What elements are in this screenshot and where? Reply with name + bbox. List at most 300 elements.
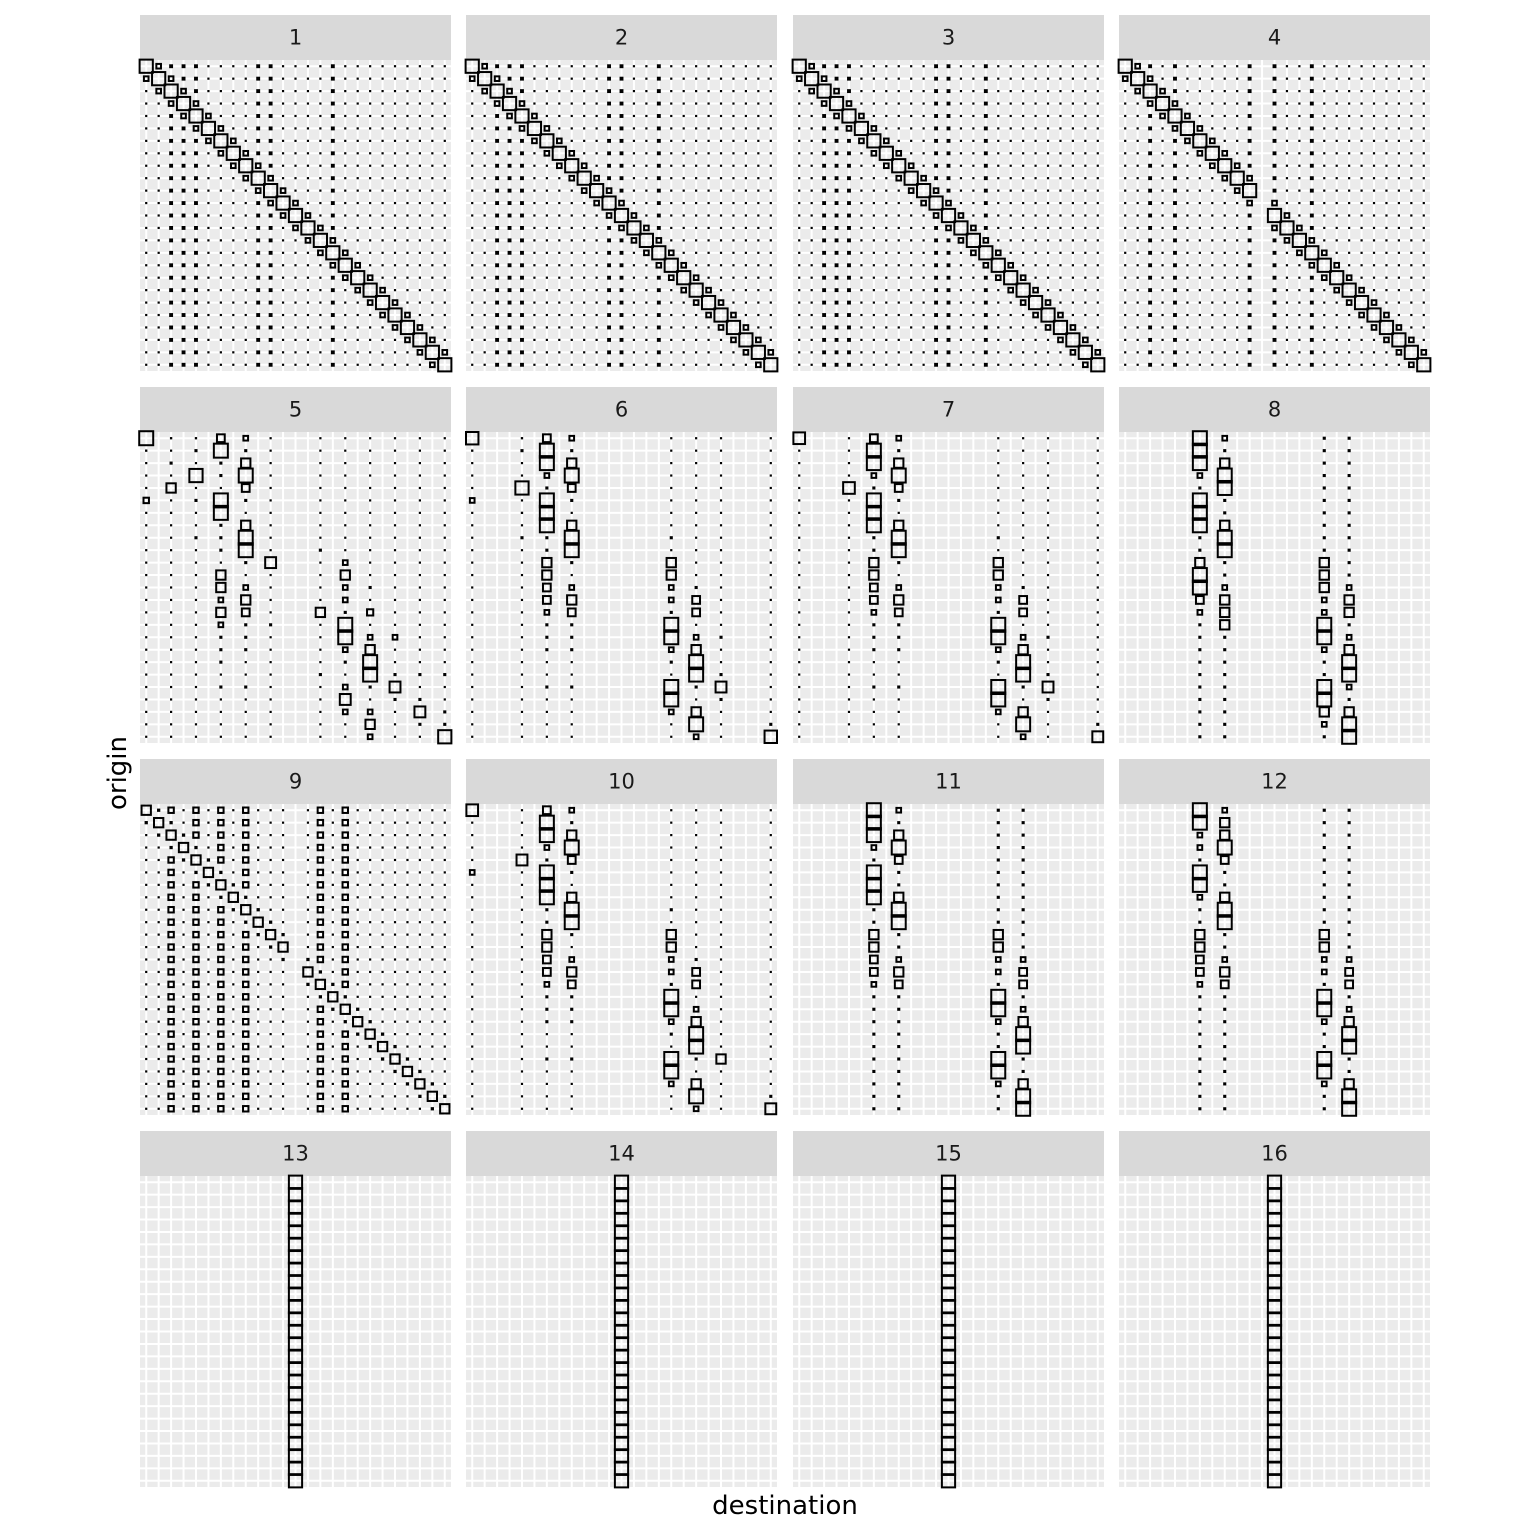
flow-mark [220, 190, 222, 192]
flow-mark [1423, 190, 1425, 192]
flow-mark [934, 77, 938, 81]
flow-mark [897, 1070, 900, 1073]
flow-mark [471, 227, 473, 229]
flow-mark [1223, 1020, 1226, 1023]
flow-mark [207, 314, 209, 316]
flow-mark [145, 946, 147, 948]
flow-mark [860, 177, 862, 179]
flow-mark [419, 252, 421, 254]
flow-mark [1398, 289, 1400, 291]
flow-mark [835, 189, 839, 193]
flow-mark [923, 227, 925, 229]
flow-mark [521, 611, 523, 613]
flow-mark [1022, 883, 1025, 886]
flow-mark [707, 102, 709, 104]
facet-strip-label: 10 [608, 769, 635, 794]
flow-mark [394, 474, 396, 476]
flow-mark [331, 114, 335, 118]
flow-mark [1373, 140, 1375, 142]
flow-mark [695, 487, 697, 489]
flow-mark [1410, 227, 1412, 229]
flow-mark [769, 723, 772, 726]
flow-mark [282, 822, 284, 824]
flow-mark [546, 711, 548, 713]
flow-mark [695, 834, 697, 836]
flow-mark [545, 995, 548, 998]
flow-mark [344, 301, 346, 303]
flow-mark [1010, 227, 1012, 229]
flow-mark [670, 524, 672, 526]
flow-mark [1410, 326, 1412, 328]
flow-mark [484, 289, 486, 291]
flow-mark [822, 114, 826, 118]
flow-mark [720, 140, 722, 142]
flow-mark [1097, 252, 1099, 254]
flow-mark [307, 946, 309, 948]
flow-mark [732, 264, 734, 266]
flow-mark [1072, 239, 1074, 241]
flow-mark [1223, 710, 1226, 713]
flow-mark [1199, 351, 1201, 353]
flow-mark [145, 562, 147, 564]
flow-mark [720, 190, 722, 192]
flow-mark [1211, 127, 1213, 129]
flow-mark [798, 115, 800, 117]
flow-mark [1211, 252, 1213, 254]
flow-mark [1360, 326, 1362, 328]
flow-mark [533, 214, 535, 216]
flow-mark [745, 140, 747, 142]
flow-mark [1198, 710, 1201, 713]
flow-mark [207, 214, 209, 216]
flow-mark [707, 227, 709, 229]
flow-mark [947, 238, 951, 242]
flow-mark [520, 350, 524, 354]
flow-mark [1360, 165, 1362, 167]
flow-mark [319, 177, 321, 179]
flow-mark [898, 127, 900, 129]
flow-mark [1097, 599, 1099, 601]
flow-mark [860, 190, 862, 192]
flow-mark [960, 351, 962, 353]
flow-mark [1124, 202, 1126, 204]
flow-mark [1410, 140, 1412, 142]
flow-mark [394, 736, 396, 738]
flow-mark [1124, 190, 1126, 192]
flow-mark [443, 673, 446, 676]
flow-mark [471, 673, 473, 675]
flow-mark [1084, 165, 1086, 167]
flow-mark [770, 202, 772, 204]
flow-mark [898, 190, 900, 192]
flow-mark [194, 64, 198, 68]
flow-mark [645, 289, 647, 291]
flow-mark [695, 996, 697, 998]
flow-mark [1173, 301, 1177, 305]
flow-mark [1385, 115, 1387, 117]
flow-mark [1047, 239, 1049, 241]
flow-mark [344, 90, 346, 92]
flow-mark [381, 1070, 383, 1072]
flow-mark [670, 983, 673, 986]
flow-mark [670, 140, 672, 142]
flow-mark [757, 289, 759, 291]
flow-mark [332, 1083, 334, 1085]
flow-mark [145, 574, 147, 576]
flow-mark [1010, 177, 1012, 179]
flow-mark [1173, 226, 1177, 230]
flow-mark [307, 102, 309, 104]
flow-mark [369, 1108, 371, 1110]
flow-mark [1323, 140, 1325, 142]
flow-mark [1097, 78, 1099, 80]
flow-mark [960, 177, 962, 179]
flow-mark [770, 115, 772, 117]
flow-mark [282, 301, 284, 303]
flow-mark [898, 115, 900, 117]
flow-mark [344, 339, 346, 341]
flow-mark [683, 252, 685, 254]
flow-mark [873, 661, 875, 663]
flow-mark [194, 89, 198, 93]
flow-mark [1236, 339, 1238, 341]
flow-mark [419, 277, 421, 279]
flow-mark [1223, 1070, 1226, 1073]
flow-mark [195, 636, 197, 638]
flow-mark [471, 252, 473, 254]
flow-mark [158, 846, 160, 848]
flow-mark [406, 239, 408, 241]
flow-mark [1348, 78, 1350, 80]
flow-mark [633, 115, 635, 117]
flow-mark [182, 833, 185, 836]
flow-mark [997, 339, 999, 341]
flow-mark [707, 177, 709, 179]
flow-mark [1059, 115, 1061, 117]
flow-mark [419, 809, 421, 811]
flow-mark [369, 958, 371, 960]
flow-mark [770, 1083, 772, 1085]
flow-mark [194, 536, 197, 539]
flow-mark [219, 661, 222, 664]
flow-mark [471, 364, 473, 366]
flow-mark [195, 487, 197, 489]
flow-mark [1348, 364, 1350, 366]
flow-mark [1198, 1057, 1201, 1060]
flow-mark [898, 723, 900, 725]
flow-mark [546, 177, 548, 179]
flow-mark [571, 326, 573, 328]
flow-mark [1286, 326, 1288, 328]
flow-mark [282, 896, 284, 898]
flow-mark [695, 239, 697, 241]
flow-mark [1373, 115, 1375, 117]
flow-mark [1348, 908, 1351, 911]
flow-mark [798, 239, 800, 241]
flow-mark [521, 437, 523, 439]
flow-mark [1137, 239, 1139, 241]
flow-mark [558, 102, 560, 104]
flow-mark [521, 896, 523, 898]
flow-mark [294, 289, 296, 291]
flow-mark [269, 350, 273, 354]
flow-mark [1323, 673, 1326, 676]
flow-mark [984, 189, 988, 193]
flow-mark [406, 227, 408, 229]
flow-mark [394, 586, 396, 588]
flow-mark [406, 846, 408, 848]
flow-mark [232, 339, 234, 341]
flow-mark [546, 301, 548, 303]
flow-mark [419, 289, 421, 291]
flow-mark [471, 239, 473, 241]
flow-mark [811, 115, 813, 117]
flow-mark [170, 649, 172, 651]
flow-mark [670, 127, 672, 129]
flow-mark [835, 313, 839, 317]
flow-mark [406, 934, 408, 936]
flow-mark [207, 896, 209, 898]
flow-mark [307, 934, 309, 936]
flow-mark [1097, 190, 1099, 192]
flow-mark [182, 1095, 184, 1097]
flow-mark [533, 65, 535, 67]
flow-mark [670, 859, 672, 861]
flow-mark [798, 624, 800, 626]
flow-mark [220, 301, 222, 303]
flow-mark [848, 437, 850, 439]
flow-mark [419, 152, 421, 154]
flow-mark [232, 1008, 234, 1010]
flow-mark [1348, 351, 1350, 353]
flow-mark [1186, 264, 1188, 266]
flow-mark [169, 226, 173, 230]
flow-mark [571, 214, 573, 216]
flow-mark [1248, 263, 1252, 267]
flow-mark [770, 698, 772, 700]
flow-mark [872, 685, 875, 688]
flow-mark [369, 921, 371, 923]
flow-mark [419, 1021, 421, 1023]
flow-mark [182, 809, 184, 811]
flow-mark [1097, 711, 1099, 713]
flow-mark [520, 64, 524, 68]
flow-mark [910, 264, 912, 266]
flow-mark [419, 177, 421, 179]
flow-mark [835, 263, 839, 267]
flow-mark [997, 214, 999, 216]
flow-mark [1211, 239, 1213, 241]
flow-mark [972, 202, 974, 204]
flow-mark [307, 202, 309, 204]
flow-mark [182, 226, 186, 230]
flow-mark [406, 1008, 408, 1010]
flow-mark [1124, 90, 1126, 92]
flow-mark [294, 326, 296, 328]
flow-mark [257, 1021, 259, 1023]
flow-mark [294, 351, 296, 353]
flow-mark [344, 165, 346, 167]
flow-mark [220, 239, 222, 241]
flow-mark [1097, 686, 1099, 688]
flow-mark [357, 909, 359, 911]
flow-mark [369, 934, 371, 936]
flow-mark [344, 289, 346, 291]
flow-mark [394, 102, 396, 104]
flow-mark [1223, 636, 1226, 639]
flow-mark [1137, 289, 1139, 291]
flow-mark [533, 364, 535, 366]
flow-mark [745, 239, 747, 241]
flow-mark [695, 474, 697, 476]
flow-mark [419, 624, 421, 626]
flow-mark [319, 277, 321, 279]
flow-mark [620, 276, 624, 280]
flow-mark [169, 164, 173, 168]
flow-mark [1398, 102, 1400, 104]
flow-mark [145, 624, 147, 626]
flow-mark [848, 698, 850, 700]
flow-mark [1398, 227, 1400, 229]
flow-mark [145, 115, 147, 117]
flow-mark [1348, 921, 1351, 924]
flow-mark [1161, 78, 1163, 80]
flow-mark [683, 239, 685, 241]
flow-mark [620, 301, 624, 305]
flow-mark [270, 611, 272, 613]
flow-mark [431, 289, 433, 291]
flow-mark [885, 90, 887, 92]
flow-mark [1047, 450, 1049, 452]
flow-mark [695, 364, 697, 366]
flow-mark [873, 190, 875, 192]
flow-mark [934, 288, 938, 292]
flow-mark [1022, 339, 1024, 341]
flow-mark [232, 834, 234, 836]
facet-panel-11 [793, 759, 1104, 1116]
flow-mark [344, 78, 346, 80]
flow-mark [1336, 127, 1338, 129]
flow-mark [406, 1082, 409, 1085]
flow-mark [207, 165, 209, 167]
flow-mark [720, 165, 722, 167]
flow-mark [835, 301, 839, 305]
flow-mark [319, 995, 322, 998]
flow-mark [571, 65, 573, 67]
flow-mark [997, 871, 1000, 874]
flow-mark [207, 289, 209, 291]
flow-mark [381, 1108, 383, 1110]
flow-mark [645, 65, 647, 67]
flow-mark [1084, 90, 1086, 92]
flow-mark [960, 326, 962, 328]
flow-mark [394, 339, 396, 341]
flow-mark [972, 339, 974, 341]
flow-mark [770, 239, 772, 241]
flow-mark [369, 165, 371, 167]
flow-mark [145, 934, 147, 936]
flow-mark [1198, 673, 1201, 676]
flow-mark [885, 277, 887, 279]
flow-mark [344, 549, 346, 551]
flow-mark [232, 301, 234, 303]
flow-mark [1236, 264, 1238, 266]
flow-mark [997, 326, 999, 328]
flow-mark [145, 1095, 147, 1097]
flow-mark [898, 289, 900, 291]
flow-mark [232, 983, 234, 985]
flow-mark [645, 314, 647, 316]
flow-mark [1224, 339, 1226, 341]
flow-mark [847, 301, 851, 305]
flow-mark [1236, 65, 1238, 67]
flow-mark [1248, 301, 1252, 305]
flow-mark [1236, 301, 1238, 303]
flow-mark [207, 90, 209, 92]
flow-mark [1298, 127, 1300, 129]
flow-mark [394, 983, 396, 985]
flow-mark [431, 871, 433, 873]
flow-mark [947, 288, 951, 292]
flow-mark [745, 152, 747, 154]
flow-mark [158, 190, 160, 192]
flow-mark [720, 264, 722, 266]
flow-mark [406, 996, 408, 998]
flow-mark [1199, 65, 1201, 67]
flow-mark [1148, 189, 1152, 193]
flow-mark [282, 264, 284, 266]
flow-mark [1199, 277, 1201, 279]
flow-mark [495, 238, 499, 242]
flow-mark [770, 599, 772, 601]
flow-mark [923, 364, 925, 366]
flow-mark [1236, 364, 1238, 366]
flow-mark [269, 263, 273, 267]
flow-mark [607, 313, 611, 317]
flow-mark [282, 1008, 284, 1010]
flow-mark [145, 846, 147, 848]
flow-mark [319, 326, 321, 328]
flow-mark [471, 537, 473, 539]
flow-mark [269, 214, 273, 218]
flow-mark [170, 462, 173, 465]
flow-mark [1022, 574, 1024, 576]
flow-mark [607, 301, 611, 305]
flow-mark [873, 351, 875, 353]
flow-mark [1360, 239, 1362, 241]
flow-mark [720, 277, 722, 279]
flow-mark [770, 661, 772, 663]
flow-mark [145, 611, 147, 613]
flow-mark [620, 313, 624, 317]
flow-mark [947, 189, 951, 193]
flow-mark [369, 1095, 371, 1097]
flow-mark [207, 339, 209, 341]
flow-mark [508, 201, 512, 205]
flow-mark [444, 326, 446, 328]
flow-mark [444, 1083, 446, 1085]
flow-mark [471, 661, 473, 663]
flow-mark [270, 599, 272, 601]
flow-mark [885, 127, 887, 129]
flow-mark [645, 326, 647, 328]
flow-mark [822, 288, 826, 292]
flow-mark [1084, 177, 1086, 179]
flow-mark [419, 537, 421, 539]
flow-mark [419, 562, 421, 564]
flow-mark [620, 251, 624, 255]
flow-mark [822, 126, 826, 130]
